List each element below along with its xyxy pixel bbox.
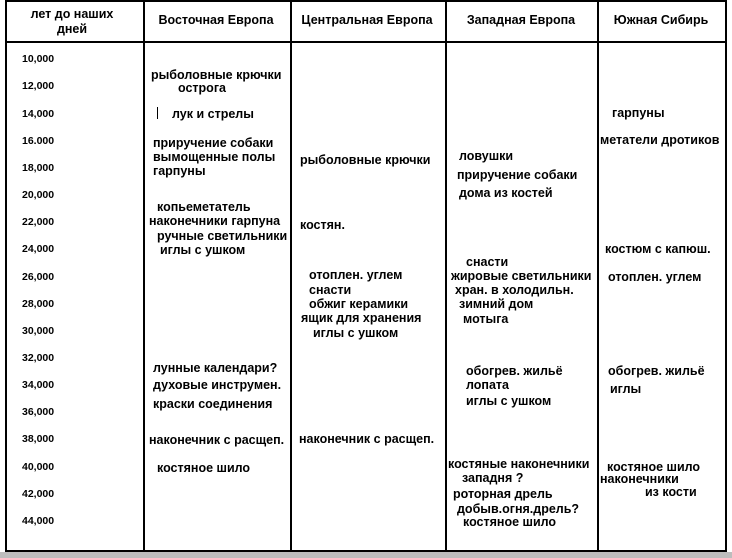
central-entry: рыболовные крючки xyxy=(300,153,431,167)
central-entry: наконечник с расщеп. xyxy=(299,432,435,446)
west-entry: костяные наконечники xyxy=(448,457,590,471)
west-entry: зимний дом xyxy=(459,297,534,311)
siberia-entry: гарпуны xyxy=(612,106,665,120)
central-entry: иглы с ушком xyxy=(313,326,399,340)
year-label: 10,000 xyxy=(22,53,55,65)
table-border-left xyxy=(5,0,7,552)
header-southern-siberia: Южная Сибирь xyxy=(613,13,709,27)
west-entry: обогрев. жильё xyxy=(466,364,563,378)
year-label: 30,000 xyxy=(22,325,55,337)
east-entry: духовые инструмен. xyxy=(153,378,282,392)
west-entry: снасти xyxy=(466,255,509,269)
table-border-right xyxy=(725,0,727,552)
year-label: 44,000 xyxy=(22,515,55,527)
year-label: 32,000 xyxy=(22,352,55,364)
west-entry: хран. в холодильн. xyxy=(455,283,574,297)
year-label: 38,000 xyxy=(22,433,55,445)
year-label: 22,000 xyxy=(22,216,55,228)
east-entry: наконечники гарпуна xyxy=(149,214,281,228)
west-entry: костяное шило xyxy=(463,515,557,529)
east-entry: лук и стрелы xyxy=(172,107,254,121)
column-divider xyxy=(290,0,292,552)
year-label: 20,000 xyxy=(22,189,55,201)
year-label: 14,000 xyxy=(22,108,55,120)
column-divider xyxy=(445,0,447,552)
table-border-top xyxy=(5,0,727,2)
siberia-entry: из кости xyxy=(645,485,697,499)
west-entry: дома из костей xyxy=(459,186,553,200)
east-entry: вымощенные полы xyxy=(153,150,276,164)
east-entry: острога xyxy=(178,81,226,95)
header-separator xyxy=(5,41,727,43)
year-label: 18,000 xyxy=(22,162,55,174)
siberia-entry: метатели дротиков xyxy=(600,133,720,147)
west-entry: лопата xyxy=(466,378,509,392)
siberia-entry: иглы xyxy=(610,382,642,396)
west-entry: мотыга xyxy=(463,312,509,326)
siberia-entry: наконечники xyxy=(600,472,679,486)
central-entry: ящик для хранения xyxy=(301,311,422,325)
year-label: 12,000 xyxy=(22,80,55,92)
year-label: 28,000 xyxy=(22,298,55,310)
west-entry: ловушки xyxy=(459,149,514,163)
west-entry: приручение собаки xyxy=(457,168,578,182)
east-entry: копьеметатель xyxy=(157,200,251,214)
west-entry: западня ? xyxy=(462,471,524,485)
stray-mark xyxy=(157,107,158,119)
central-entry: снасти xyxy=(309,283,352,297)
year-label: 36,000 xyxy=(22,406,55,418)
header-eastern-europe: Восточная Европа xyxy=(158,13,274,27)
year-label: 24,000 xyxy=(22,243,55,255)
east-entry: наконечник с расщеп. xyxy=(149,433,285,447)
east-entry: рыболовные крючки xyxy=(151,68,282,82)
west-entry: иглы с ушком xyxy=(466,394,552,408)
header-years: лет до наших дней xyxy=(30,7,114,36)
column-divider xyxy=(143,0,145,552)
column-divider xyxy=(597,0,599,552)
central-entry: обжиг керамики xyxy=(309,297,409,311)
east-entry: костяное шило xyxy=(157,461,251,475)
east-entry: краски соединения xyxy=(153,397,273,411)
siberia-entry: обогрев. жильё xyxy=(608,364,705,378)
west-entry: добыв.огня.дрель? xyxy=(457,502,580,516)
bottom-strip xyxy=(0,552,732,558)
year-label: 26,000 xyxy=(22,271,55,283)
siberia-entry: костяное шило xyxy=(607,460,701,474)
west-entry: роторная дрель xyxy=(453,487,553,501)
year-label: 40,000 xyxy=(22,461,55,473)
east-entry: гарпуны xyxy=(153,164,206,178)
siberia-entry: отоплен. углем xyxy=(608,270,702,284)
east-entry: приручение собаки xyxy=(153,136,274,150)
east-entry: лунные календари? xyxy=(153,361,278,375)
header-central-europe: Центральная Европа xyxy=(301,13,433,27)
west-entry: жировые светильники xyxy=(451,269,592,283)
east-entry: ручные светильники xyxy=(157,229,288,243)
header-western-europe: Западная Европа xyxy=(466,13,576,27)
east-entry: иглы с ушком xyxy=(160,243,246,257)
year-label: 34,000 xyxy=(22,379,55,391)
year-label: 42,000 xyxy=(22,488,55,500)
central-entry: костян. xyxy=(300,218,345,232)
siberia-entry: костюм с капюш. xyxy=(605,242,711,256)
year-label: 16.000 xyxy=(22,135,55,147)
central-entry: отоплен. углем xyxy=(309,268,403,282)
